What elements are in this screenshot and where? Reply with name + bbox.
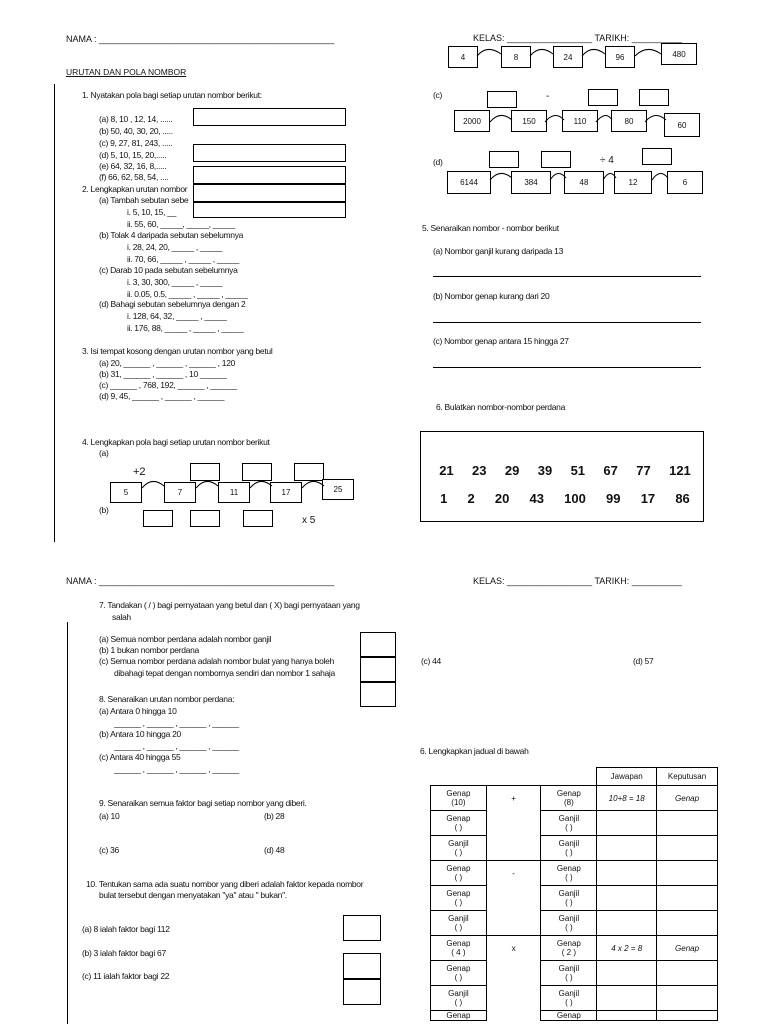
q8-blanks-b[interactable]: ______ , ______ , ______ , ______ bbox=[114, 741, 239, 751]
q2-line-a-i: i. 5, 10, 15, __ bbox=[127, 207, 177, 217]
cell-operator bbox=[486, 911, 541, 936]
table-row bbox=[431, 811, 718, 836]
q3-item-c: (c) ______ , 768, 192, ______ , ______ bbox=[99, 380, 237, 390]
cell-keputusan[interactable] bbox=[657, 886, 718, 911]
cell-operator bbox=[486, 1011, 541, 1021]
cell-jawapan[interactable]: 4 x 2 = 8 bbox=[597, 936, 657, 961]
q2-line-c-i: i. 3, 30, 300, _____ , _____ bbox=[127, 277, 223, 287]
seq-num-48: 48 bbox=[564, 171, 604, 194]
q1-item-c: (c) 9, 27, 81, 243, ..... bbox=[99, 138, 173, 148]
q1-item-e: (e) 64, 32, 16, 8,..... bbox=[99, 161, 167, 171]
q10-text-2: bulat tersebut dengan menyatakan "ya" atau " bukan". bbox=[99, 890, 287, 900]
q4-label-a: (a) bbox=[99, 448, 109, 458]
cell-number-b[interactable]: Ganjil ( ) bbox=[541, 911, 597, 936]
cell-operator bbox=[486, 886, 541, 911]
prime-cell[interactable]: 17 bbox=[640, 491, 656, 506]
cell-jawapan[interactable] bbox=[597, 811, 657, 836]
seq-d-blank-3[interactable] bbox=[642, 148, 672, 165]
q7-item-a: (a) Semua nombor perdana adalah nombor ganjil bbox=[99, 634, 272, 644]
q4-num-17: 17 bbox=[270, 482, 302, 503]
seq-num-80: 80 bbox=[611, 110, 647, 132]
cell-number-a[interactable]: Genap ( ) bbox=[431, 886, 487, 911]
q1-answer-box-a[interactable] bbox=[193, 108, 346, 126]
header-keputusan: Keputusan bbox=[657, 768, 718, 786]
cell-keputusan[interactable] bbox=[657, 1011, 718, 1021]
q3-item-a: (a) 20, ______ , ______ , ______ , 120 bbox=[99, 358, 236, 368]
cell-number-a[interactable]: Genap ( ) bbox=[431, 861, 487, 886]
q1-item-a: (a) 8, 10 , 12, 14, ...... bbox=[99, 114, 173, 124]
q5-item-c: (c) Nombor genap antara 15 hingga 27 bbox=[433, 336, 569, 346]
cell-operator: x bbox=[486, 936, 541, 961]
prime-cell[interactable]: 2 bbox=[467, 491, 475, 506]
cell-number-b[interactable]: Genap (8) bbox=[541, 786, 597, 811]
q2-line-a: (a) Tambah sebutan sebe bbox=[99, 195, 189, 205]
table-row bbox=[431, 786, 718, 811]
seq-num-384: 384 bbox=[511, 171, 551, 194]
seq-d-label: (d) bbox=[433, 157, 443, 167]
q3-text: 3. Isi tempat kosong dengan urutan nombor yang betul bbox=[82, 346, 273, 356]
q2-line-d-ii: ii. 176, 88, _____ , _____ , _____ bbox=[127, 323, 244, 333]
cell-number-b[interactable]: Ganjil ( ) bbox=[541, 886, 597, 911]
q9-text: 9. Senaraikan semua faktor bagi setiap nombor yang diberi. bbox=[99, 798, 307, 808]
seq-num-150: 150 bbox=[511, 110, 547, 132]
q2-line-d: (d) Bahagi sebutan sebelumnya dengan 2 bbox=[99, 299, 246, 309]
q7-item-c: (c) Semua nombor perdana adalah nombor bulat yang hanya boleh bbox=[99, 656, 334, 666]
kelas-tarikh-field: KELAS: _________________ TARIKH: __________ bbox=[473, 33, 682, 43]
cell-jawapan[interactable] bbox=[597, 836, 657, 861]
q1-text: 1. Nyatakan pola bagi setiap urutan nombor berikut: bbox=[82, 90, 262, 100]
kelas-tarikh-field-2: KELAS: _________________ TARIKH: __________ bbox=[473, 576, 682, 586]
prime-row-2 bbox=[430, 491, 700, 506]
q5-item-a: (a) Nombor ganjil kurang daripada 13 bbox=[433, 246, 564, 256]
q9-item-c: (c) 36 bbox=[99, 845, 119, 855]
q4-plus-two: +2 bbox=[133, 466, 146, 478]
cell-keputusan[interactable]: Genap bbox=[657, 936, 718, 961]
cell-keputusan[interactable] bbox=[657, 861, 718, 886]
q9-item-d: (d) 48 bbox=[264, 845, 285, 855]
seq-num-24: 24 bbox=[553, 46, 583, 68]
q2-line-c-ii: ii. 0.05, 0.5, _____ , _____ , _____ bbox=[127, 289, 248, 299]
prime-cell[interactable]: 51 bbox=[570, 463, 586, 478]
q4-curved-arrows bbox=[140, 478, 360, 490]
prime-cell[interactable]: 121 bbox=[669, 463, 691, 478]
table-row bbox=[431, 911, 718, 936]
table-row bbox=[431, 886, 718, 911]
cell-keputusan[interactable] bbox=[657, 961, 718, 986]
q10-answer-box-b[interactable] bbox=[343, 953, 381, 979]
q5-answer-line-c[interactable] bbox=[433, 367, 701, 368]
cell-jawapan[interactable] bbox=[597, 961, 657, 986]
seq-c-minus: - bbox=[546, 91, 550, 102]
cell-number-a[interactable]: Ganjil ( ) bbox=[431, 911, 487, 936]
factor-d-57: (d) 57 bbox=[633, 656, 654, 666]
jadual-table bbox=[430, 767, 718, 1021]
prime-cell[interactable]: 67 bbox=[603, 463, 618, 478]
seq-num-6144: 6144 bbox=[447, 171, 491, 194]
table-row bbox=[431, 1011, 718, 1021]
q7-text-1: 7. Tandakan ( / ) bagi pernyataan yang betul dan ( X) bagi pernyataan yang bbox=[99, 600, 360, 610]
seq-num-60: 60 bbox=[664, 113, 700, 137]
q2-text: 2. Lengkapkan urutan nombor bbox=[82, 184, 188, 194]
prime-cell[interactable]: 86 bbox=[675, 491, 690, 506]
seq-num-480: 480 bbox=[661, 43, 697, 65]
seq-num-8: 8 bbox=[501, 46, 531, 68]
q8-item-c: (c) Antara 40 hingga 55 bbox=[99, 752, 181, 762]
q4-label-b: (b) bbox=[99, 505, 109, 515]
q4b-blank-box-3[interactable] bbox=[243, 510, 273, 527]
q2-line-b-ii: ii. 70, 66, _____ , _____ , _____ bbox=[127, 254, 240, 264]
q7-answer-box-b[interactable] bbox=[360, 657, 396, 682]
q3-item-b: (b) 31, ______ , ______ , 10 ______ bbox=[99, 369, 227, 379]
left-margin-line bbox=[54, 84, 55, 542]
table-row bbox=[431, 836, 718, 861]
q1-item-f: (f) 66, 62, 58, 54, .... bbox=[99, 172, 169, 182]
prime-row-1 bbox=[430, 463, 700, 478]
q10-item-c: (c) 11 ialah faktor bagi 22 bbox=[82, 971, 170, 981]
seq-c-label: (c) bbox=[433, 90, 443, 100]
cell-jawapan[interactable] bbox=[597, 1011, 657, 1021]
prime-cell[interactable]: 21 bbox=[439, 463, 454, 478]
prime-cell[interactable]: 1 bbox=[440, 491, 448, 506]
seq-num-6: 6 bbox=[667, 171, 703, 194]
q5-item-b: (b) Nombor genap kurang dari 20 bbox=[433, 291, 550, 301]
seq-num-2000: 2000 bbox=[454, 110, 490, 132]
cell-jawapan[interactable] bbox=[597, 911, 657, 936]
page-title: URUTAN DAN POLA NOMBOR bbox=[66, 67, 187, 77]
q8-blanks-a[interactable]: ______ , ______ , ______ , ______ bbox=[114, 718, 239, 728]
cell-number-a[interactable]: Ganjil ( ) bbox=[431, 986, 487, 1011]
q4b-blank-box-1[interactable] bbox=[143, 510, 173, 527]
q4-num-7: 7 bbox=[164, 482, 196, 503]
prime-cell[interactable]: 100 bbox=[564, 491, 586, 506]
seq-num-4: 4 bbox=[448, 46, 478, 68]
cell-operator bbox=[486, 836, 541, 861]
cell-jawapan[interactable] bbox=[597, 986, 657, 1011]
cell-number-a[interactable]: Genap ( 4 ) bbox=[431, 936, 487, 961]
cell-keputusan[interactable] bbox=[657, 986, 718, 1011]
q10-item-a: (a) 8 ialah faktor bagi 112 bbox=[82, 924, 170, 934]
q2-line-b: (b) Tolak 4 daripada sebutan sebelumnya bbox=[99, 230, 244, 240]
q3-item-d: (d) 9, 45, ______ , ______ , ______ bbox=[99, 391, 225, 401]
q1-answer-box-d[interactable] bbox=[193, 144, 346, 162]
q8-text: 8. Senaraikan urutan nombor perdana: bbox=[99, 694, 235, 704]
seq-d-divide: ÷ 4 bbox=[600, 155, 614, 166]
prime-cell[interactable]: 20 bbox=[494, 491, 510, 506]
factor-c-44: (c) 44 bbox=[421, 656, 441, 666]
prime-cell[interactable]: 23 bbox=[472, 463, 487, 478]
q7-answer-box-a[interactable] bbox=[360, 632, 396, 657]
q9-item-b: (b) 28 bbox=[264, 811, 285, 821]
header-jawapan: Jawapan bbox=[597, 768, 657, 786]
cell-keputusan[interactable] bbox=[657, 911, 718, 936]
q10-answer-box-c[interactable] bbox=[343, 979, 381, 1005]
cell-jawapan[interactable] bbox=[597, 861, 657, 886]
q2-line-a-ii: ii. 55, 60, _____, _____, _____ bbox=[127, 219, 235, 229]
cell-number-a[interactable]: Genap bbox=[431, 1011, 487, 1021]
table-row bbox=[431, 861, 718, 886]
table-row bbox=[431, 961, 718, 986]
q9-item-a: (a) 10 bbox=[99, 811, 120, 821]
cell-number-a[interactable]: Genap ( ) bbox=[431, 961, 487, 986]
q8-blanks-c[interactable]: ______ , ______ , ______ , ______ bbox=[114, 764, 239, 774]
left-margin-line-2 bbox=[67, 622, 68, 1024]
q4-num-5: 5 bbox=[110, 482, 142, 503]
cell-number-b[interactable]: Genap ( ) bbox=[541, 861, 597, 886]
q1-item-b: (b) 50, 40, 30, 20, ..... bbox=[99, 126, 173, 136]
cell-operator bbox=[486, 961, 541, 986]
cell-number-a[interactable]: Genap ( ) bbox=[431, 811, 487, 836]
q7-item-b: (b) 1 bukan nombor perdana bbox=[99, 645, 199, 655]
cell-operator: + bbox=[486, 786, 541, 811]
q7-answer-box-c[interactable] bbox=[360, 682, 396, 707]
q10-item-b: (b) 3 ialah faktor bagi 67 bbox=[82, 948, 166, 958]
cell-number-b[interactable]: Ganjil ( ) bbox=[541, 811, 597, 836]
seq-num-110: 110 bbox=[562, 110, 598, 132]
prime-cell[interactable]: 99 bbox=[606, 491, 621, 506]
q2-line-b-i: i. 28, 24, 20, _____ , _____ bbox=[127, 242, 223, 252]
prime-cell[interactable]: 77 bbox=[636, 463, 651, 478]
seq-c-blank-3[interactable] bbox=[639, 89, 669, 106]
nama-field: NAMA : _______________________________________________ bbox=[66, 34, 335, 44]
seq-row1-arrows bbox=[475, 44, 675, 58]
q2-answer-box-1[interactable] bbox=[193, 184, 346, 202]
cell-operator: - bbox=[486, 861, 541, 886]
q4b-blank-box-2[interactable] bbox=[190, 510, 220, 527]
q7-text-2: salah bbox=[112, 612, 131, 622]
q5-answer-line-b[interactable] bbox=[433, 322, 701, 323]
q4-num-11: 11 bbox=[218, 482, 250, 503]
cell-number-b[interactable]: Ganjil ( ) bbox=[541, 836, 597, 861]
q8-item-a: (a) Antara 0 hingga 10 bbox=[99, 706, 177, 716]
prime-cell[interactable]: 29 bbox=[504, 463, 520, 478]
seq-d-blank-1[interactable] bbox=[489, 151, 519, 168]
table-row bbox=[431, 986, 718, 1011]
seq-d-blank-2[interactable] bbox=[541, 151, 571, 168]
nama-field-2: NAMA : _______________________________________________ bbox=[66, 576, 335, 586]
q2-line-c: (c) Darab 10 pada sebutan sebelumnya bbox=[99, 265, 238, 275]
seq-c-blank-1[interactable] bbox=[487, 91, 517, 108]
cell-jawapan[interactable] bbox=[597, 886, 657, 911]
seq-row-d-arrows bbox=[488, 168, 678, 182]
cell-keputusan[interactable] bbox=[657, 836, 718, 861]
table-row bbox=[431, 936, 718, 961]
q10-answer-box-a[interactable] bbox=[343, 915, 381, 941]
q5-answer-line-a[interactable] bbox=[433, 276, 701, 277]
cell-number-a[interactable]: Ganjil ( ) bbox=[431, 836, 487, 861]
cell-number-a[interactable]: Genap (10) bbox=[431, 786, 487, 811]
prime-cell[interactable]: 43 bbox=[529, 491, 544, 506]
cell-jawapan[interactable]: 10+8 = 18 bbox=[597, 786, 657, 811]
q8-item-b: (b) Antara 10 hingga 20 bbox=[99, 729, 181, 739]
q2-answer-box-2[interactable] bbox=[193, 202, 346, 218]
q1-item-d: (d) 5, 10, 15, 20,..... bbox=[99, 150, 167, 160]
cell-operator bbox=[486, 986, 541, 1011]
cell-operator bbox=[486, 811, 541, 836]
cell-keputusan[interactable]: Genap bbox=[657, 786, 718, 811]
seq-num-12: 12 bbox=[614, 171, 652, 194]
cell-number-b[interactable]: Genap ( 2 ) bbox=[541, 936, 597, 961]
q1-answer-box-f[interactable] bbox=[193, 166, 346, 184]
cell-number-b[interactable]: Ganjil ( ) bbox=[541, 961, 597, 986]
q6a-text: 6. Bulatkan nombor-nombor perdana bbox=[436, 402, 566, 412]
q10-text-1: 10. Tentukan sama ada suatu nombor yang diberi adalah faktor kepada nombor bbox=[86, 879, 364, 889]
seq-c-blank-2[interactable] bbox=[588, 89, 618, 106]
cell-number-b[interactable]: Genap bbox=[541, 1011, 597, 1021]
q7-item-c-cont: dibahagi tepat dengan nombornya sendiri dan nombor 1 sahaja bbox=[114, 668, 335, 678]
q5-text: 5. Senaraikan nombor - nombor berikut bbox=[422, 223, 559, 233]
prime-cell[interactable]: 39 bbox=[537, 463, 553, 478]
q4-num-25: 25 bbox=[322, 479, 354, 500]
seq-row-c-arrows bbox=[488, 110, 678, 124]
q2-line-d-i: i. 128, 64, 32, _____ , _____ bbox=[127, 311, 227, 321]
cell-number-b[interactable]: Ganjil ( ) bbox=[541, 986, 597, 1011]
seq-num-96: 96 bbox=[605, 46, 635, 68]
q6b-text: 6. Lengkapkan jadual di bawah bbox=[420, 746, 529, 756]
q4-text: 4. Lengkapkan pola bagi setiap urutan nombor berikut bbox=[82, 437, 270, 447]
q4-times-five: x 5 bbox=[302, 515, 316, 526]
cell-keputusan[interactable] bbox=[657, 811, 718, 836]
